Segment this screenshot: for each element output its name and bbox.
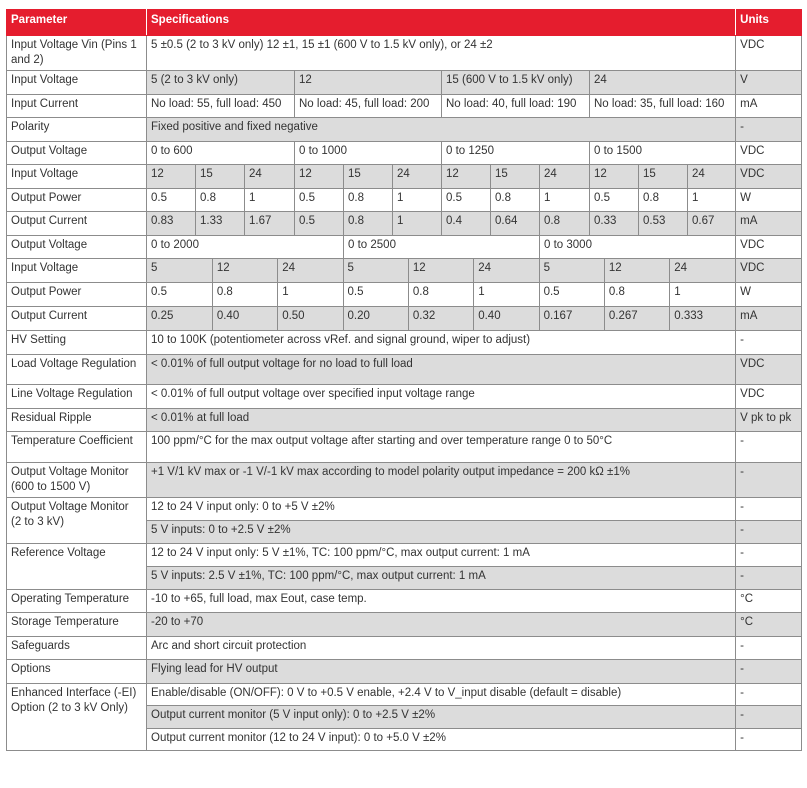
- unit-cell: VDC: [736, 385, 802, 409]
- value-cell: 24: [688, 165, 736, 189]
- unit-cell: VDC: [736, 259, 802, 283]
- value-cell: 24: [245, 165, 295, 189]
- unit-cell: -: [736, 462, 802, 497]
- param-cell: Load Voltage Regulation: [7, 354, 147, 385]
- unit-cell: -: [736, 543, 802, 566]
- value-cell: 0.8: [344, 212, 393, 236]
- value-cell: 15: [196, 165, 245, 189]
- spec-cell: 0 to 1250: [442, 141, 590, 165]
- spec-cell: 0 to 600: [147, 141, 295, 165]
- value-cell: 12: [604, 259, 669, 282]
- spec-cell: Fixed positive and fixed negative: [147, 118, 736, 142]
- unit-cell: VDC: [736, 141, 802, 165]
- value-cell: 1: [474, 283, 539, 306]
- value-cell: 12: [147, 165, 196, 189]
- value-cell: 0.8: [604, 283, 669, 306]
- value-cell: 0.32: [408, 307, 473, 330]
- table-row: [7, 165, 802, 189]
- param-cell: Output Voltage Monitor (600 to 1500 V): [7, 462, 147, 497]
- spec-cell: 15 (600 V to 1.5 kV only): [442, 71, 590, 95]
- param-cell: Input Voltage: [7, 259, 147, 283]
- spec-cell: 12: [295, 71, 442, 95]
- value-cell: 0.50: [278, 307, 343, 330]
- table-row: [7, 462, 802, 497]
- unit-cell: -: [736, 683, 802, 706]
- param-cell: Output Voltage Monitor (2 to 3 kV): [7, 497, 147, 543]
- value-cell: 0.40: [474, 307, 539, 330]
- value-cell: 0.8: [540, 212, 590, 236]
- unit-cell: VDC: [736, 235, 802, 259]
- param-cell: Output Current: [7, 307, 147, 331]
- specifications-table: [6, 9, 802, 751]
- value-group: [147, 283, 736, 307]
- value-cell: 12: [590, 165, 639, 189]
- value-cell: 5: [343, 259, 408, 282]
- param-cell: Safeguards: [7, 636, 147, 660]
- value-cell: 0.267: [604, 307, 669, 330]
- unit-cell: mA: [736, 212, 802, 236]
- unit-cell: VDC: [736, 165, 802, 189]
- unit-cell: mA: [736, 307, 802, 331]
- spec-cell: 0 to 2500: [344, 235, 540, 259]
- value-cell: 0.8: [491, 188, 540, 212]
- unit-cell: -: [736, 118, 802, 142]
- param-cell: Reference Voltage: [7, 543, 147, 589]
- param-cell: Options: [7, 660, 147, 684]
- unit-cell: -: [736, 432, 802, 463]
- spec-cell: -10 to +65, full load, max Eout, case temp.: [147, 589, 736, 613]
- spec-cell: < 0.01% of full output voltage over specified input voltage range: [147, 385, 736, 409]
- spec-cell: Arc and short circuit protection: [147, 636, 736, 660]
- value-cell: 1: [674, 286, 681, 298]
- table-header-row: [7, 10, 802, 36]
- value-cell: 24: [540, 165, 590, 189]
- param-cell: Operating Temperature: [7, 589, 147, 613]
- value-cell: 0.67: [688, 212, 736, 236]
- spec-cell: 5 ±0.5 (2 to 3 kV only) 12 ±1, 15 ±1 (600 V to 1.5 kV only), or 24 ±2: [147, 36, 736, 71]
- param-cell: Output Power: [7, 188, 147, 212]
- unit-cell: W: [736, 283, 802, 307]
- table-row: [7, 660, 802, 684]
- value-cell: 1: [688, 188, 736, 212]
- param-cell: Input Voltage: [7, 71, 147, 95]
- header-units: Units: [736, 10, 802, 36]
- spec-cell: No load: 40, full load: 190: [442, 94, 590, 118]
- value-cell: 12: [295, 165, 344, 189]
- header-specifications: Specifications: [147, 10, 736, 36]
- unit-cell: mA: [736, 94, 802, 118]
- spec-cell: No load: 55, full load: 450: [147, 94, 295, 118]
- value-cell: 1: [393, 188, 442, 212]
- value-cell: 0.8: [639, 188, 688, 212]
- table-row: [7, 259, 802, 283]
- param-cell: Polarity: [7, 118, 147, 142]
- value-cell: 15: [491, 165, 540, 189]
- table-row: [7, 118, 802, 142]
- spec-cell: 10 to 100K (potentiometer across vRef. and signal ground, wiper to adjust): [147, 331, 736, 355]
- table-row: [7, 354, 802, 385]
- table-row: [7, 543, 802, 566]
- param-cell: Output Current: [7, 212, 147, 236]
- param-cell: Input Current: [7, 94, 147, 118]
- unit-cell: °C: [736, 613, 802, 637]
- value-cell: 5: [539, 259, 604, 282]
- value-cell: 0.5: [295, 188, 344, 212]
- param-cell: Input Voltage: [7, 165, 147, 189]
- value-cell: 12: [212, 259, 277, 282]
- value-cell: 0.33: [590, 212, 639, 236]
- spec-cell: Enable/disable (ON/OFF): 0 V to +0.5 V enable, +2.4 V to V_input disable (default = disable): [147, 683, 736, 706]
- value-cell: 0.8: [196, 188, 245, 212]
- header-parameter: Parameter: [7, 10, 147, 36]
- value-cell: 0.8: [212, 283, 277, 306]
- spec-cell: No load: 45, full load: 200: [295, 94, 442, 118]
- value-cell: 0.333: [674, 310, 704, 322]
- value-cell: 0.167: [539, 307, 604, 330]
- value-cell: 0.25: [147, 307, 212, 330]
- value-group: [147, 307, 736, 331]
- value-cell: 15: [639, 165, 688, 189]
- spec-cell: Output current monitor (12 to 24 V input): 0 to +5.0 V ±2%: [147, 728, 736, 751]
- param-cell: Output Power: [7, 283, 147, 307]
- value-cell: 24: [474, 259, 539, 282]
- unit-cell: -: [736, 497, 802, 520]
- spec-cell: 12 to 24 V input only: 5 V ±1%, TC: 100 ppm/°C, max output current: 1 mA: [147, 543, 736, 566]
- value-cell: 24: [278, 259, 343, 282]
- value-cell: 1: [278, 283, 343, 306]
- table-row: [7, 613, 802, 637]
- table-row: [7, 188, 802, 212]
- spec-cell: 100 ppm/°C for the max output voltage after starting and over temperature range 0 to 50°C: [147, 432, 736, 463]
- spec-cell: 0 to 3000: [540, 235, 736, 259]
- spec-cell: 0 to 1000: [295, 141, 442, 165]
- value-cell: 0.5: [343, 283, 408, 306]
- value-cell: 24: [674, 262, 688, 274]
- value-cell: 0.5: [147, 188, 196, 212]
- value-cell: 0.83: [147, 212, 196, 236]
- unit-cell: VDC: [736, 36, 802, 71]
- spec-cell: 0 to 2000: [147, 235, 344, 259]
- table-row: [7, 497, 802, 520]
- unit-cell: -: [736, 636, 802, 660]
- spec-cell: 5 V inputs: 2.5 V ±1%, TC: 100 ppm/°C, max output current: 1 mA: [147, 566, 736, 589]
- spec-cell: 5 V inputs: 0 to +2.5 V ±2%: [147, 520, 736, 543]
- unit-cell: V pk to pk: [736, 408, 802, 432]
- param-cell: Output Voltage: [7, 141, 147, 165]
- param-cell: HV Setting: [7, 331, 147, 355]
- value-cell: 0.5: [295, 212, 344, 236]
- unit-cell: VDC: [736, 354, 802, 385]
- value-cell: 1: [540, 188, 590, 212]
- table-row: [7, 283, 802, 307]
- value-cell: 1: [245, 188, 295, 212]
- unit-cell: -: [736, 566, 802, 589]
- table-row: [7, 94, 802, 118]
- spec-cell: No load: 35, full load: 160: [590, 94, 736, 118]
- spec-cell: 12 to 24 V input only: 0 to +5 V ±2%: [147, 497, 736, 520]
- value-cell: 0.5: [442, 188, 491, 212]
- value-cell: 0.4: [442, 212, 491, 236]
- param-cell: Residual Ripple: [7, 408, 147, 432]
- value-cell: 0.5: [539, 283, 604, 306]
- value-cell: 12: [442, 165, 491, 189]
- table-row: [7, 36, 802, 71]
- unit-cell: -: [736, 331, 802, 355]
- table-row: [7, 385, 802, 409]
- param-cell: Temperature Coefficient: [7, 432, 147, 463]
- value-cell: 0.5: [147, 283, 212, 306]
- unit-cell: -: [736, 660, 802, 684]
- spec-cell: 5 (2 to 3 kV only): [147, 71, 295, 95]
- value-cell: 1.67: [245, 212, 295, 236]
- value-cell: 15: [344, 165, 393, 189]
- unit-cell: -: [736, 728, 802, 751]
- value-cell: 0.8: [344, 188, 393, 212]
- unit-cell: -: [736, 706, 802, 729]
- spec-cell: < 0.01% at full load: [147, 408, 736, 432]
- table-row: [7, 589, 802, 613]
- param-cell: Input Voltage Vin (Pins 1 and 2): [7, 36, 147, 71]
- value-cell: 5: [147, 259, 212, 282]
- table-row: [7, 71, 802, 95]
- unit-cell: -: [736, 520, 802, 543]
- value-group: [147, 259, 736, 283]
- table-row: [7, 636, 802, 660]
- spec-cell: Flying lead for HV output: [147, 660, 736, 684]
- value-cell: 0.5: [590, 188, 639, 212]
- value-cell: 0.8: [408, 283, 473, 306]
- spec-cell: +1 V/1 kV max or -1 V/-1 kV max according to model polarity output impedance = 200 kΩ ±1%: [147, 462, 736, 497]
- spec-cell: -20 to +70: [147, 613, 736, 637]
- value-cell: 24: [393, 165, 442, 189]
- param-cell: Output Voltage: [7, 235, 147, 259]
- value-cell: 1: [393, 212, 442, 236]
- table-row: [7, 141, 802, 165]
- value-cell: 0.20: [343, 307, 408, 330]
- unit-cell: W: [736, 188, 802, 212]
- value-cell: 12: [408, 259, 473, 282]
- value-cell: 0.53: [639, 212, 688, 236]
- table-row: [7, 235, 802, 259]
- spec-cell: Output current monitor (5 V input only): 0 to +2.5 V ±2%: [147, 706, 736, 729]
- value-cell: 1.33: [196, 212, 245, 236]
- spec-cell: 24: [590, 71, 736, 95]
- value-cell: 0.64: [491, 212, 540, 236]
- table-row: [7, 683, 802, 706]
- param-cell: Enhanced Interface (-EI) Option (2 to 3 kV Only): [7, 683, 147, 751]
- unit-cell: °C: [736, 589, 802, 613]
- param-cell: Line Voltage Regulation: [7, 385, 147, 409]
- spec-cell: < 0.01% of full output voltage for no load to full load: [147, 354, 736, 385]
- value-cell: 0.40: [212, 307, 277, 330]
- param-cell: Storage Temperature: [7, 613, 147, 637]
- table-row: [7, 331, 802, 355]
- table-row: [7, 307, 802, 331]
- table-row: [7, 408, 802, 432]
- table-row: [7, 212, 802, 236]
- table-row: [7, 432, 802, 463]
- unit-cell: V: [736, 71, 802, 95]
- spec-cell: 0 to 1500: [590, 141, 736, 165]
